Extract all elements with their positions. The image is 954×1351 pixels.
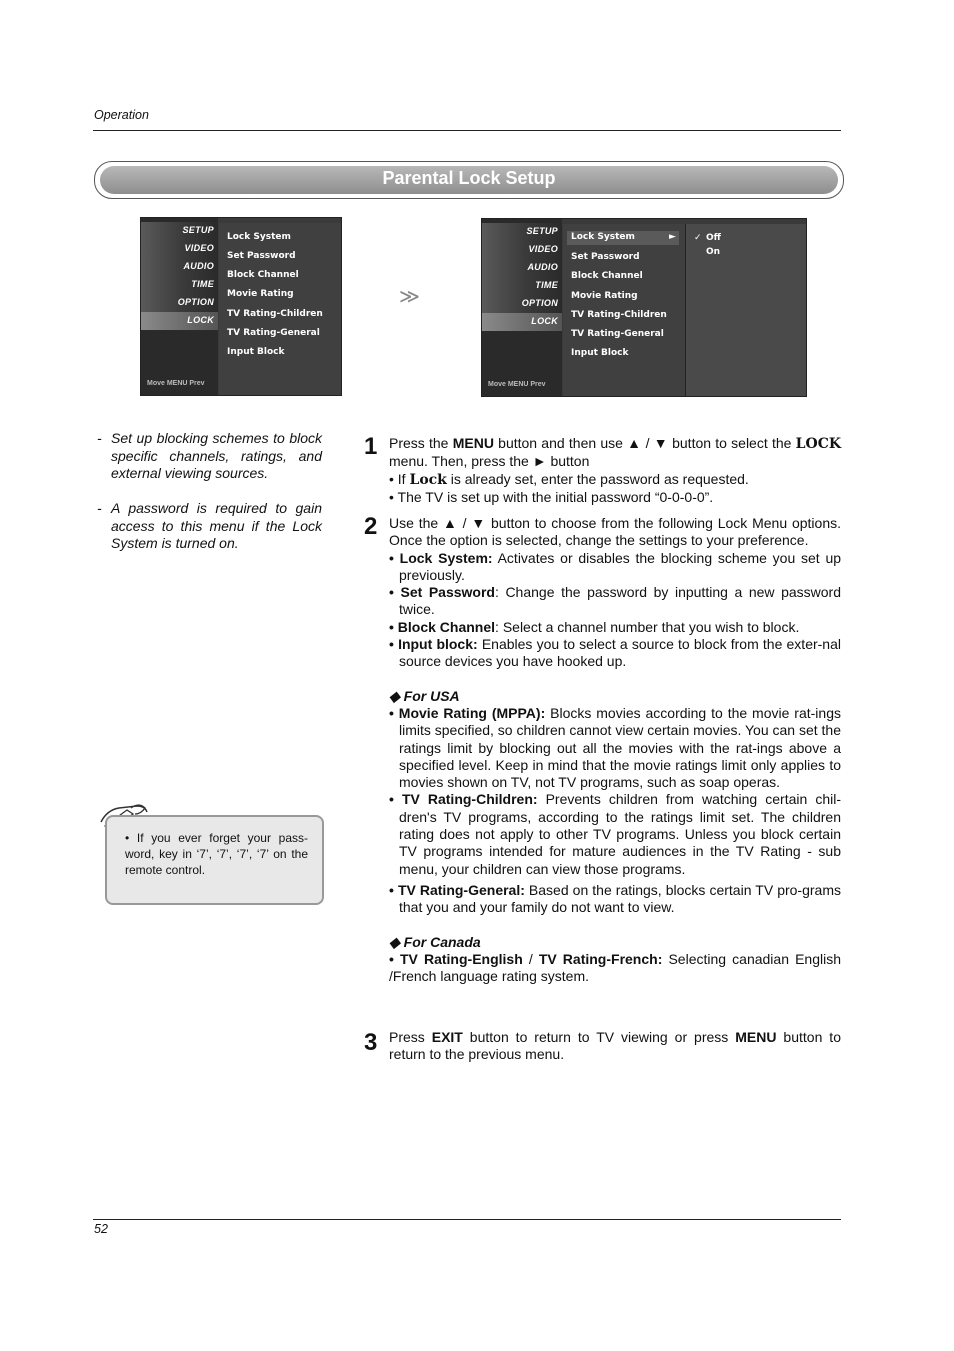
tab-time: TIME xyxy=(141,276,218,294)
menu-item-set-password: Set Password xyxy=(227,251,296,261)
header-rule xyxy=(93,130,841,131)
menu-footer: Move MENU Prev xyxy=(147,380,205,387)
tip-text: • If you ever forget your pass-word, key in ‘7’, ‘7’, ‘7’, ‘7’ on the remote control. xyxy=(125,831,308,877)
tip-box xyxy=(105,815,324,905)
section-label: Operation xyxy=(94,108,149,122)
tab-video: VIDEO xyxy=(141,240,218,258)
menu-item-lock-system: Lock System ► xyxy=(567,231,679,245)
menu-item-block-channel: Block Channel xyxy=(227,270,299,280)
tab-time: TIME xyxy=(482,277,562,295)
menu-item-tv-rating-general: TV Rating-General xyxy=(571,329,664,339)
option-off: Off xyxy=(706,233,721,243)
arrow-right-icon: ≫ xyxy=(399,286,420,308)
for-canada-heading: ◆ For Canada xyxy=(389,933,481,950)
step-number-3: 3 xyxy=(364,1029,378,1056)
step-number-2: 2 xyxy=(364,513,378,540)
menu-item-tv-rating-general: TV Rating-General xyxy=(227,328,320,338)
step-2-text: Use the ▲ / ▼ button to choose from the following Lock Menu options. Once the option is selected, change the settings to your preference. • Lock System: Activates or disables the blocking scheme you set up previously. • Set Password: Change the password by inputting a new password twice. • Block Channel: Select a channel number that you wish to block. • Input block: Enables you to select a source to block from the exter-nal source devices you have hooked up. ◆ For USA • Movie Rating (MPPA): Blocks movies according to the movie rat-ings limits specified, so children cannot view certain movies. You can set the ratings limit by blocking out all the movies with the rat-ings above a specified level. Keep in mind that the movie ratings limit only applies to movies shown on TV, not TV programs, such as soap operas. • TV Rating-Children: Prevents children from watching certain chil-dren's TV programs, according to the ratings limit set. The children rating does not apply to other TV programs. Unless you block certain TV programs intended for mature audiences in the TV Rating - sub menu, your children can view those programs. • TV Rating-General: Based on the ratings, blocks certain TV pro-grams that you and your family do not want to view. ◆ For Canada • TV Rating-English / TV Rating-French: Selecting canadian English /French language rating system. xyxy=(389,515,842,985)
lock-menu-screenshot xyxy=(140,217,342,396)
option-on: On xyxy=(706,247,721,257)
tab-lock: LOCK xyxy=(482,313,562,331)
menu-item-movie-rating: Movie Rating xyxy=(227,289,294,299)
menu-item-block-channel: Block Channel xyxy=(571,271,643,281)
tab-option: OPTION xyxy=(141,294,218,312)
menu-item-lock-system: Lock System xyxy=(227,232,291,242)
tab-setup: SETUP xyxy=(141,222,218,240)
tab-option: OPTION xyxy=(482,295,562,313)
tab-video: VIDEO xyxy=(482,241,562,259)
menu-item-set-password: Set Password xyxy=(571,252,640,262)
title-banner xyxy=(94,161,844,199)
tab-audio: AUDIO xyxy=(482,259,562,277)
tab-audio: AUDIO xyxy=(141,258,218,276)
menu-tabs xyxy=(141,218,218,395)
side-note-1: - Set up blocking schemes to block specific channels, ratings, and external viewing sources. xyxy=(97,430,322,481)
menu-item-tv-rating-children: TV Rating-Children xyxy=(227,309,323,319)
check-icon: ✓ xyxy=(694,233,702,243)
lock-system-menu-screenshot xyxy=(481,218,807,397)
page-number: 52 xyxy=(94,1222,108,1236)
menu-item-tv-rating-children: TV Rating-Children xyxy=(571,310,667,320)
lock-options-submenu xyxy=(685,224,806,396)
tab-setup: SETUP xyxy=(482,223,562,241)
menu-item-input-block: Input Block xyxy=(571,348,629,358)
arrow-right-icon: ► xyxy=(669,232,676,242)
step-1-text: Press the MENU button and then use ▲ / ▼ button to select the LOCK menu. Then, press the ► button • If Lock is already set, enter the password as requested. • The TV is set up with the initial password “0-0-0-0”. xyxy=(389,435,842,505)
tab-lock: LOCK xyxy=(141,312,218,330)
footer-rule xyxy=(93,1219,841,1220)
step-number-1: 1 xyxy=(364,433,378,460)
step-3-text: Press EXIT button to return to TV viewing or press MENU button to return to the previous menu. xyxy=(389,1029,841,1063)
menu-items xyxy=(563,224,685,396)
for-usa-heading: ◆ For USA xyxy=(389,687,460,704)
side-note-2: - A password is required to gain access to this menu if the Lock System is turned on. xyxy=(97,500,322,551)
menu-item-input-block: Input Block xyxy=(227,347,285,357)
page-title: Parental Lock Setup xyxy=(382,168,556,188)
menu-item-movie-rating: Movie Rating xyxy=(571,291,638,301)
menu-items xyxy=(219,223,341,395)
menu-tabs xyxy=(482,219,562,396)
menu-footer: Move MENU Prev xyxy=(488,381,546,388)
